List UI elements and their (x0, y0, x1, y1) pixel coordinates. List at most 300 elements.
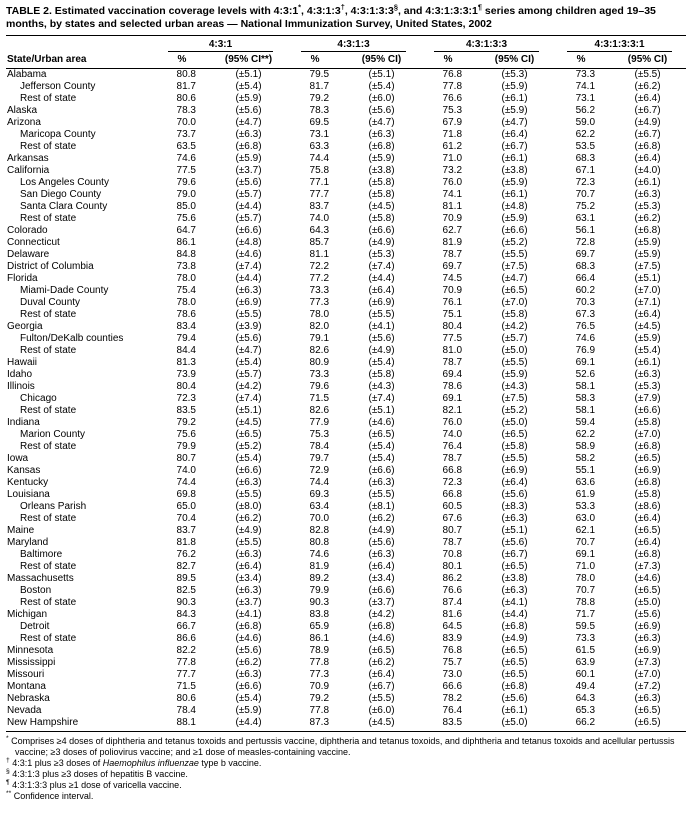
table-row (6, 165, 686, 177)
ci-value: (±6.3) (501, 513, 528, 524)
ci-value: (±5.6) (368, 105, 395, 116)
ci-value: (±6.5) (634, 585, 661, 596)
area-label: Michigan (7, 609, 48, 620)
ci-value: (±4.8) (235, 237, 262, 248)
area-label: New Hampshire (6, 717, 154, 732)
table-row (6, 609, 686, 621)
area-label: Montana (7, 681, 46, 692)
percent-value: 76.2 (176, 549, 196, 560)
percent-value: 59.5 (575, 621, 596, 632)
ci-value: (±5.8) (368, 177, 395, 188)
ci-value: (±3.9) (235, 321, 262, 332)
percent-value: 88.1 (154, 717, 210, 732)
ci-value: (±6.8) (634, 441, 661, 452)
ci-value: (±7.2) (634, 681, 661, 692)
ci-value: (±8.1) (368, 501, 395, 512)
footnote (6, 769, 686, 780)
percent-value: 80.7 (442, 525, 463, 536)
percent-value: 78.7 (442, 357, 463, 368)
ci-value: (±3.8) (501, 165, 528, 176)
percent-value: 66.2 (553, 717, 609, 732)
area-label: Colorado (7, 225, 48, 236)
ci-value: (±5.9) (501, 369, 528, 380)
ci-value: (±6.1) (634, 357, 661, 368)
area-label: Delaware (7, 249, 50, 260)
footnote-marker-asterisk: * (298, 2, 302, 12)
ci-value: (±5.6) (368, 537, 395, 548)
area-label: Rest of state (20, 405, 77, 416)
percent-value: 70.8 (442, 549, 463, 560)
ci-value: (±5.4) (235, 453, 262, 464)
ci-value: (±6.1) (501, 189, 528, 200)
percent-value: 85.7 (309, 237, 330, 248)
percent-value: 67.6 (442, 513, 463, 524)
ci-value: (±7.4) (368, 393, 395, 404)
table-row (6, 429, 686, 441)
ci-value: (±6.6) (368, 585, 395, 596)
area-label: Georgia (7, 321, 43, 332)
table-row (6, 357, 686, 369)
percent-value: 62.1 (575, 525, 596, 536)
table-row (6, 105, 686, 117)
footnote-marker: † (6, 757, 10, 764)
footnote-marker-dagger: † (340, 2, 345, 12)
ci-value: (±5.2) (235, 441, 262, 452)
ci-value: (±8.6) (634, 501, 661, 512)
ci-value: (±5.8) (368, 369, 395, 380)
ci-value: (±5.5) (501, 453, 528, 464)
percent-value: 62.7 (442, 225, 463, 236)
ci-value: (±6.2) (235, 513, 262, 524)
ci-value: (±6.8) (235, 141, 262, 152)
percent-value: 80.6 (176, 693, 196, 704)
percent-value: 65.3 (575, 705, 596, 716)
ci-value: (±6.6) (235, 681, 262, 692)
ci-value: (±6.1) (634, 177, 661, 188)
percent-value: 67.3 (575, 309, 596, 320)
ci-value: (±5.4) (368, 441, 395, 452)
table-body (6, 69, 686, 732)
percent-value: 73.8 (176, 261, 196, 272)
ci-value: (±5.6) (235, 177, 262, 188)
area-label: Kansas (7, 465, 41, 476)
percent-value: 70.7 (575, 537, 596, 548)
ci-value: (±6.2) (368, 657, 395, 668)
ci-value: (±5.0) (476, 717, 553, 732)
percent-value: 56.1 (575, 225, 596, 236)
ci-value: (±6.5) (501, 285, 528, 296)
percent-value: 82.6 (309, 345, 330, 356)
ci-value: (±6.5) (634, 525, 661, 536)
ci-value: (±6.5) (368, 645, 395, 656)
percent-value: 62.2 (575, 129, 596, 140)
percent-value: 78.4 (176, 705, 196, 716)
percent-value: 74.6 (176, 153, 196, 164)
percent-value: 67.9 (442, 117, 463, 128)
ci-value: (±5.4) (368, 453, 395, 464)
percent-value: 80.1 (442, 561, 463, 572)
percent-value: 79.6 (309, 381, 330, 392)
percent-value: 86.1 (176, 237, 196, 248)
percent-value: 66.6 (442, 681, 463, 692)
percent-value: 63.3 (309, 141, 330, 152)
percent-value: 78.7 (442, 537, 463, 548)
percent-value: 74.6 (575, 333, 596, 344)
ci-value: (±5.4) (235, 357, 262, 368)
footnote-marker: * (6, 735, 9, 742)
percent-value: 82.0 (309, 321, 330, 332)
area-label: Kentucky (7, 477, 49, 488)
percent-value: 62.2 (575, 429, 596, 440)
ci-value: (±4.6) (368, 633, 395, 644)
ci-value: (±4.6) (235, 249, 262, 260)
ci-value: (±5.0) (501, 417, 528, 428)
percent-value: 80.9 (309, 357, 330, 368)
footnote-marker: ** (6, 790, 12, 797)
area-label: Duval County (20, 297, 81, 308)
table-row (6, 477, 686, 489)
ci-value: (±4.4) (368, 273, 395, 284)
col-group-header: 4:3:1:3 (287, 36, 420, 53)
footnotes (6, 736, 686, 802)
table-row (6, 189, 686, 201)
ci-value: (±6.8) (634, 225, 661, 236)
area-label: Santa Clara County (20, 201, 108, 212)
ci-value: (±6.6) (634, 405, 661, 416)
percent-value: 78.6 (176, 309, 196, 320)
ci-value: (±5.2) (501, 405, 528, 416)
col-group-header: 4:3:1 (154, 36, 287, 53)
percent-value: 87.4 (442, 597, 463, 608)
percent-value: 75.2 (575, 201, 596, 212)
area-label: Arkansas (7, 153, 49, 164)
ci-value: (±6.3) (235, 477, 262, 488)
percent-value: 59.4 (575, 417, 596, 428)
ci-value: (±3.4) (368, 573, 395, 584)
percent-value: 79.7 (309, 453, 330, 464)
ci-value: (±5.5) (368, 309, 395, 320)
ci-value: (±6.7) (634, 129, 661, 140)
percent-value: 64.7 (176, 225, 196, 236)
percent-value: 69.3 (309, 489, 330, 500)
ci-value: (±5.9) (501, 213, 528, 224)
percent-value: 81.9 (442, 237, 463, 248)
percent-value: 74.4 (309, 477, 330, 488)
percent-value: 79.5 (309, 69, 330, 80)
percent-value: 78.6 (442, 381, 463, 392)
table-row (6, 585, 686, 597)
percent-value: 58.2 (575, 453, 596, 464)
percent-value: 83.7 (309, 201, 330, 212)
ci-value: (±7.4) (235, 393, 262, 404)
percent-value: 77.5 (442, 333, 463, 344)
percent-value: 81.0 (442, 345, 463, 356)
table-row (6, 669, 686, 681)
percent-value: 76.1 (442, 297, 463, 308)
percent-value: 70.9 (442, 285, 463, 296)
percent-value: 78.9 (309, 645, 330, 656)
area-label: Rest of state (20, 597, 77, 608)
ci-column-header: (95% CI) (609, 52, 686, 69)
table-row (6, 369, 686, 381)
table-row (6, 117, 686, 129)
percent-value: 70.0 (176, 117, 196, 128)
ci-value: (±6.4) (634, 537, 661, 548)
ci-value: (±6.4) (634, 309, 661, 320)
percent-value: 77.5 (176, 165, 196, 176)
ci-value: (±4.3) (501, 381, 528, 392)
percent-value: 58.3 (575, 393, 596, 404)
ci-value: (±5.0) (634, 597, 661, 608)
ci-value: (±8.3) (501, 501, 528, 512)
percent-value: 82.6 (309, 405, 330, 416)
percent-value: 85.0 (176, 201, 196, 212)
percent-value: 74.0 (309, 213, 330, 224)
ci-value: (±6.4) (368, 285, 395, 296)
ci-value: (±6.5) (235, 429, 262, 440)
col-group-header: 4:3:1:3:3:1 (553, 36, 686, 53)
table-row (6, 717, 686, 732)
ci-column-header: (95% CI) (476, 52, 553, 69)
ci-value: (±4.2) (235, 381, 262, 392)
ci-value: (±6.5) (634, 705, 661, 716)
ci-value: (±4.7) (501, 117, 528, 128)
table-row (6, 549, 686, 561)
percent-value: 78.8 (575, 597, 596, 608)
ci-value: (±5.9) (501, 81, 528, 92)
ci-value: (±7.0) (501, 297, 528, 308)
ci-value: (±5.7) (501, 333, 528, 344)
percent-value: 69.8 (176, 489, 196, 500)
percent-value: 71.8 (442, 129, 463, 140)
percent-value: 71.0 (442, 153, 463, 164)
percent-value: 83.7 (176, 525, 196, 536)
ci-value: (±7.5) (501, 393, 528, 404)
percent-value: 71.0 (575, 561, 596, 572)
percent-value: 58.9 (575, 441, 596, 452)
percent-value: 70.3 (575, 297, 596, 308)
percent-value: 71.7 (575, 609, 596, 620)
percent-value: 78.0 (176, 297, 196, 308)
area-label: Massachusetts (7, 573, 74, 584)
area-label: Hawaii (7, 357, 38, 368)
ci-value: (±5.5) (235, 309, 262, 320)
ci-value: (±5.5) (634, 69, 661, 80)
area-label: Rest of state (20, 309, 77, 320)
ci-value: (±8.0) (235, 501, 262, 512)
ci-value: (±5.5) (501, 357, 528, 368)
area-label: Nevada (7, 705, 42, 716)
ci-value: (±4.5) (634, 321, 661, 332)
ci-value: (±7.5) (501, 261, 528, 272)
ci-value: (±6.6) (235, 465, 262, 476)
percent-value: 70.9 (309, 681, 330, 692)
ci-value: (±4.4) (235, 201, 262, 212)
ci-value: (±4.9) (368, 525, 395, 536)
ci-value: (±5.9) (501, 105, 528, 116)
percent-value: 53.3 (575, 501, 596, 512)
percent-value: 74.6 (309, 549, 330, 560)
column-header-row (6, 52, 686, 69)
footnote-text: 4:3:1:3:3 plus ≥1 dose of varicella vaccine. (12, 780, 182, 790)
ci-value: (±4.2) (501, 321, 528, 332)
footnote (6, 791, 686, 802)
area-label: Jefferson County (20, 81, 96, 92)
ci-value: (±5.4) (368, 357, 395, 368)
ci-value: (±5.4) (634, 345, 661, 356)
ci-value: (±5.6) (235, 105, 262, 116)
area-label: Arizona (7, 117, 41, 128)
percent-value: 79.9 (176, 441, 196, 452)
ci-value: (±4.7) (368, 117, 395, 128)
area-label: Rest of state (20, 633, 77, 644)
ci-value: (±4.5) (235, 417, 262, 428)
area-label: Mississippi (7, 657, 56, 668)
ci-value: (±7.3) (634, 561, 661, 572)
percent-value: 61.9 (575, 489, 596, 500)
ci-value: (±4.6) (634, 573, 661, 584)
percent-value: 72.8 (575, 237, 596, 248)
table-row (6, 321, 686, 333)
percent-value: 73.0 (442, 669, 463, 680)
ci-value: (±7.4) (235, 261, 262, 272)
ci-value: (±5.6) (634, 609, 661, 620)
percent-value: 64.3 (309, 225, 330, 236)
ci-value: (±6.5) (501, 645, 528, 656)
footnote-text: Confidence interval. (13, 791, 94, 801)
percent-value: 75.7 (442, 657, 463, 668)
footnote-text: Haemophilus influenzae (102, 758, 199, 768)
ci-value: (±5.5) (368, 489, 395, 500)
table-row (6, 441, 686, 453)
percent-value: 73.3 (575, 633, 596, 644)
ci-value: (±5.1) (368, 69, 395, 80)
ci-value: (±4.9) (634, 117, 661, 128)
table-row (6, 261, 686, 273)
ci-value: (±4.6) (368, 417, 395, 428)
ci-value: (±4.5) (368, 201, 395, 212)
ci-value: (±6.4) (501, 477, 528, 488)
percent-value: 73.7 (176, 129, 196, 140)
percent-value: 80.8 (309, 537, 330, 548)
ci-value: (±3.7) (368, 597, 395, 608)
table-row (6, 309, 686, 321)
ci-value: (±5.9) (235, 705, 262, 716)
percent-value: 73.3 (309, 285, 330, 296)
ci-value: (±6.5) (501, 429, 528, 440)
ci-value: (±5.9) (634, 249, 661, 260)
table-row (6, 645, 686, 657)
percent-value: 72.3 (442, 477, 463, 488)
ci-value: (±5.5) (368, 693, 395, 704)
ci-value: (±5.4) (235, 693, 262, 704)
ci-value: (±6.4) (634, 93, 661, 104)
percent-value: 78.0 (575, 573, 596, 584)
percent-value: 73.2 (442, 165, 463, 176)
area-label: Orleans Parish (20, 501, 87, 512)
percent-value: 80.4 (442, 321, 463, 332)
percent-value: 79.2 (176, 417, 196, 428)
percent-value: 69.5 (309, 117, 330, 128)
percent-value: 65.0 (176, 501, 196, 512)
area-label: Baltimore (20, 549, 63, 560)
percent-value: 66.4 (575, 273, 596, 284)
percent-value: 69.7 (442, 261, 463, 272)
percent-value: 69.4 (442, 369, 463, 380)
area-label: Rest of state (20, 93, 77, 104)
ci-value: (±6.6) (368, 465, 395, 476)
percent-value: 77.1 (309, 177, 330, 188)
table-row (6, 81, 686, 93)
percent-value: 78.3 (176, 105, 196, 116)
percent-value: 86.1 (309, 633, 330, 644)
percent-column-header: % (154, 52, 210, 69)
ci-value: (±7.0) (634, 285, 661, 296)
percent-value: 69.1 (442, 393, 463, 404)
ci-value: (±3.4) (235, 573, 262, 584)
ci-value: (±4.9) (368, 237, 395, 248)
ci-value: (±5.9) (634, 333, 661, 344)
ci-value: (±5.4) (368, 81, 395, 92)
table-row (6, 393, 686, 405)
ci-value: (±6.5) (501, 669, 528, 680)
ci-value: (±4.5) (343, 717, 420, 732)
percent-value: 78.7 (442, 249, 463, 260)
ci-value: (±5.1) (501, 525, 528, 536)
area-label: Rest of state (20, 561, 77, 572)
ci-value: (±6.4) (634, 153, 661, 164)
ci-value: (±6.8) (501, 621, 528, 632)
table-row (6, 489, 686, 501)
percent-value: 72.3 (176, 393, 196, 404)
ci-value: (±5.9) (634, 237, 661, 248)
percent-value: 56.2 (575, 105, 596, 116)
ci-value: (±5.4) (235, 81, 262, 92)
percent-value: 71.5 (176, 681, 196, 692)
percent-value: 73.1 (309, 129, 330, 140)
ci-value: (±6.5) (501, 561, 528, 572)
empty-header-cell (6, 36, 154, 53)
footnote-marker: § (6, 768, 10, 775)
percent-value: 69.7 (575, 249, 596, 260)
ci-value: (±6.4) (501, 129, 528, 140)
percent-value: 82.1 (442, 405, 463, 416)
ci-value: (±5.8) (368, 213, 395, 224)
ci-value: (±6.4) (368, 669, 395, 680)
percent-value: 83.4 (176, 321, 196, 332)
ci-value: (±4.4) (210, 717, 287, 732)
area-label: Alaska (7, 105, 38, 116)
percent-value: 76.6 (442, 585, 463, 596)
percent-value: 77.3 (309, 297, 330, 308)
title-text: , and 4:3:1:3:3:1 (397, 5, 478, 17)
ci-value: (±4.7) (235, 345, 262, 356)
percent-value: 74.0 (442, 429, 463, 440)
percent-value: 89.2 (309, 573, 330, 584)
ci-value: (±4.9) (235, 525, 262, 536)
percent-value: 80.8 (176, 69, 196, 80)
percent-value: 67.1 (575, 165, 596, 176)
ci-value: (±6.8) (634, 141, 661, 152)
ci-value: (±6.3) (235, 129, 262, 140)
percent-value: 61.2 (442, 141, 463, 152)
ci-value: (±5.3) (501, 69, 528, 80)
table-row (6, 561, 686, 573)
ci-value: (±5.6) (235, 645, 262, 656)
percent-value: 81.8 (176, 537, 196, 548)
percent-value: 76.8 (442, 69, 463, 80)
percent-value: 60.2 (575, 285, 596, 296)
